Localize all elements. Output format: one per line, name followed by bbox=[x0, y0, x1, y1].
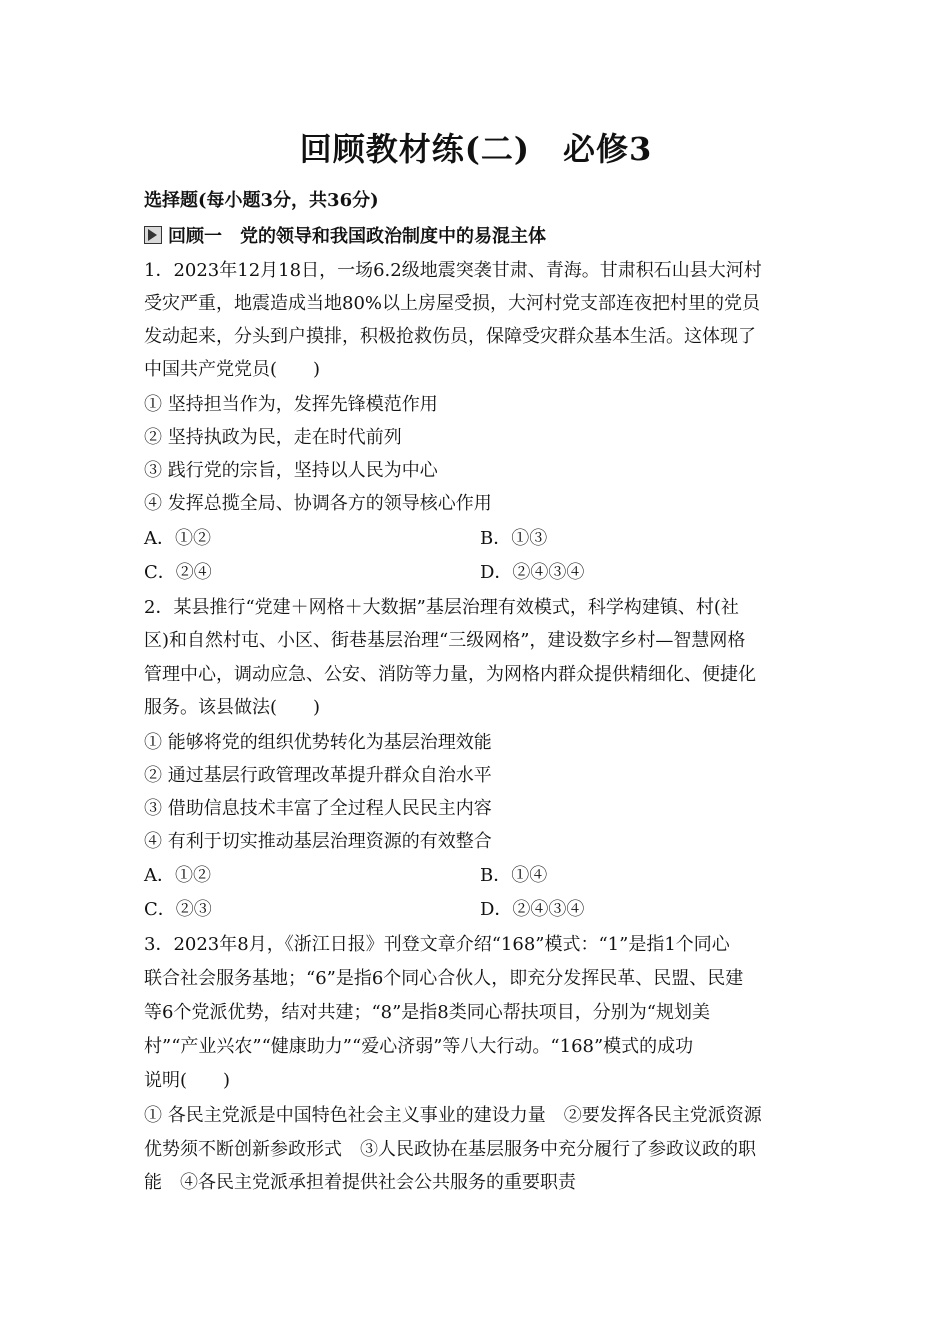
question-2-line: 服务。该县做法( ) bbox=[144, 697, 321, 718]
question-1-line: 发动起来，分头到户摸排，积极抢救伤员，保障受灾群众基本生活。这体现了 bbox=[144, 326, 756, 347]
question-2-line: 2．某县推行“党建＋网格＋大数据”基层治理有效模式，科学构建镇、村(社 bbox=[144, 597, 739, 618]
question-2-line: 管理中心，调动应急、公安、消防等力量，为网格内群众提供精细化、便捷化 bbox=[144, 664, 756, 685]
question-2-option-a: A．①② bbox=[144, 865, 211, 886]
review-heading-text: 回顾一 党的领导和我国政治制度中的易混主体 bbox=[168, 226, 546, 247]
question-2-item: ② 通过基层行政管理改革提升群众自治水平 bbox=[144, 765, 492, 786]
question-1-item: ② 坚持执政为民，走在时代前列 bbox=[144, 427, 402, 448]
question-1-line: 1．2023年12月18日，一场6.2级地震突袭甘肃、青海。甘肃积石山县大河村 bbox=[144, 260, 762, 281]
question-3-line: 等6个党派优势，结对共建；“8”是指8类同心帮扶项目，分别为“规划美 bbox=[144, 1002, 710, 1023]
question-1-item: ④ 发挥总揽全局、协调各方的领导核心作用 bbox=[144, 493, 492, 514]
question-3-line: 3．2023年8月，《浙江日报》刊登文章介绍“168”模式：“1”是指1个同心 bbox=[144, 934, 730, 955]
question-1-option-c: C．②④ bbox=[144, 562, 212, 583]
question-3-item-line: ① 各民主党派是中国特色社会主义事业的建设力量 ②要发挥各民主党派资源 bbox=[144, 1105, 762, 1126]
question-3-line: 联合社会服务基地；“6”是指6个同心合伙人，即充分发挥民革、民盟、民建 bbox=[144, 968, 744, 989]
question-2-item: ④ 有利于切实推动基层治理资源的有效整合 bbox=[144, 831, 492, 852]
question-1-line: 中国共产党党员( ) bbox=[144, 359, 321, 380]
question-2-option-c: C．②③ bbox=[144, 899, 212, 920]
question-1-option-a: A．①② bbox=[144, 528, 211, 549]
question-3-item-line: 优势须不断创新参政形式 ③人民政协在基层服务中充分履行了参政议政的职 bbox=[144, 1139, 756, 1160]
question-2-line: 区)和自然村屯、小区、街巷基层治理“三级网格”，建设数字乡村—智慧网格 bbox=[144, 630, 746, 651]
play-marker-icon bbox=[144, 226, 162, 244]
question-1-item: ① 坚持担当作为，发挥先锋模范作用 bbox=[144, 394, 438, 415]
question-2-item: ③ 借助信息技术丰富了全过程人民民主内容 bbox=[144, 798, 492, 819]
question-2-item: ① 能够将党的组织优势转化为基层治理效能 bbox=[144, 732, 492, 753]
question-3-line: 说明( ) bbox=[144, 1070, 231, 1091]
question-1-option-d: D．②④③④ bbox=[480, 562, 585, 583]
section-heading: 选择题(每小题3分，共36分) bbox=[144, 190, 379, 211]
question-2-option-b: B．①④ bbox=[480, 865, 548, 886]
question-1-option-b: B．①③ bbox=[480, 528, 548, 549]
review-heading bbox=[144, 226, 546, 248]
page-title: 回顾教材练(二) 必修3 bbox=[299, 130, 653, 168]
question-1-line: 受灾严重，地震造成当地80%以上房屋受损，大河村党支部连夜把村里的党员 bbox=[144, 293, 761, 314]
question-3-line: 村”“产业兴农”“健康助力”“爱心济弱”等八大行动。“168”模式的成功 bbox=[144, 1036, 694, 1057]
question-1-item: ③ 践行党的宗旨，坚持以人民为中心 bbox=[144, 460, 438, 481]
question-3-item-line: 能 ④各民主党派承担着提供社会公共服务的重要职责 bbox=[144, 1172, 576, 1193]
question-2-option-d: D．②④③④ bbox=[480, 899, 585, 920]
